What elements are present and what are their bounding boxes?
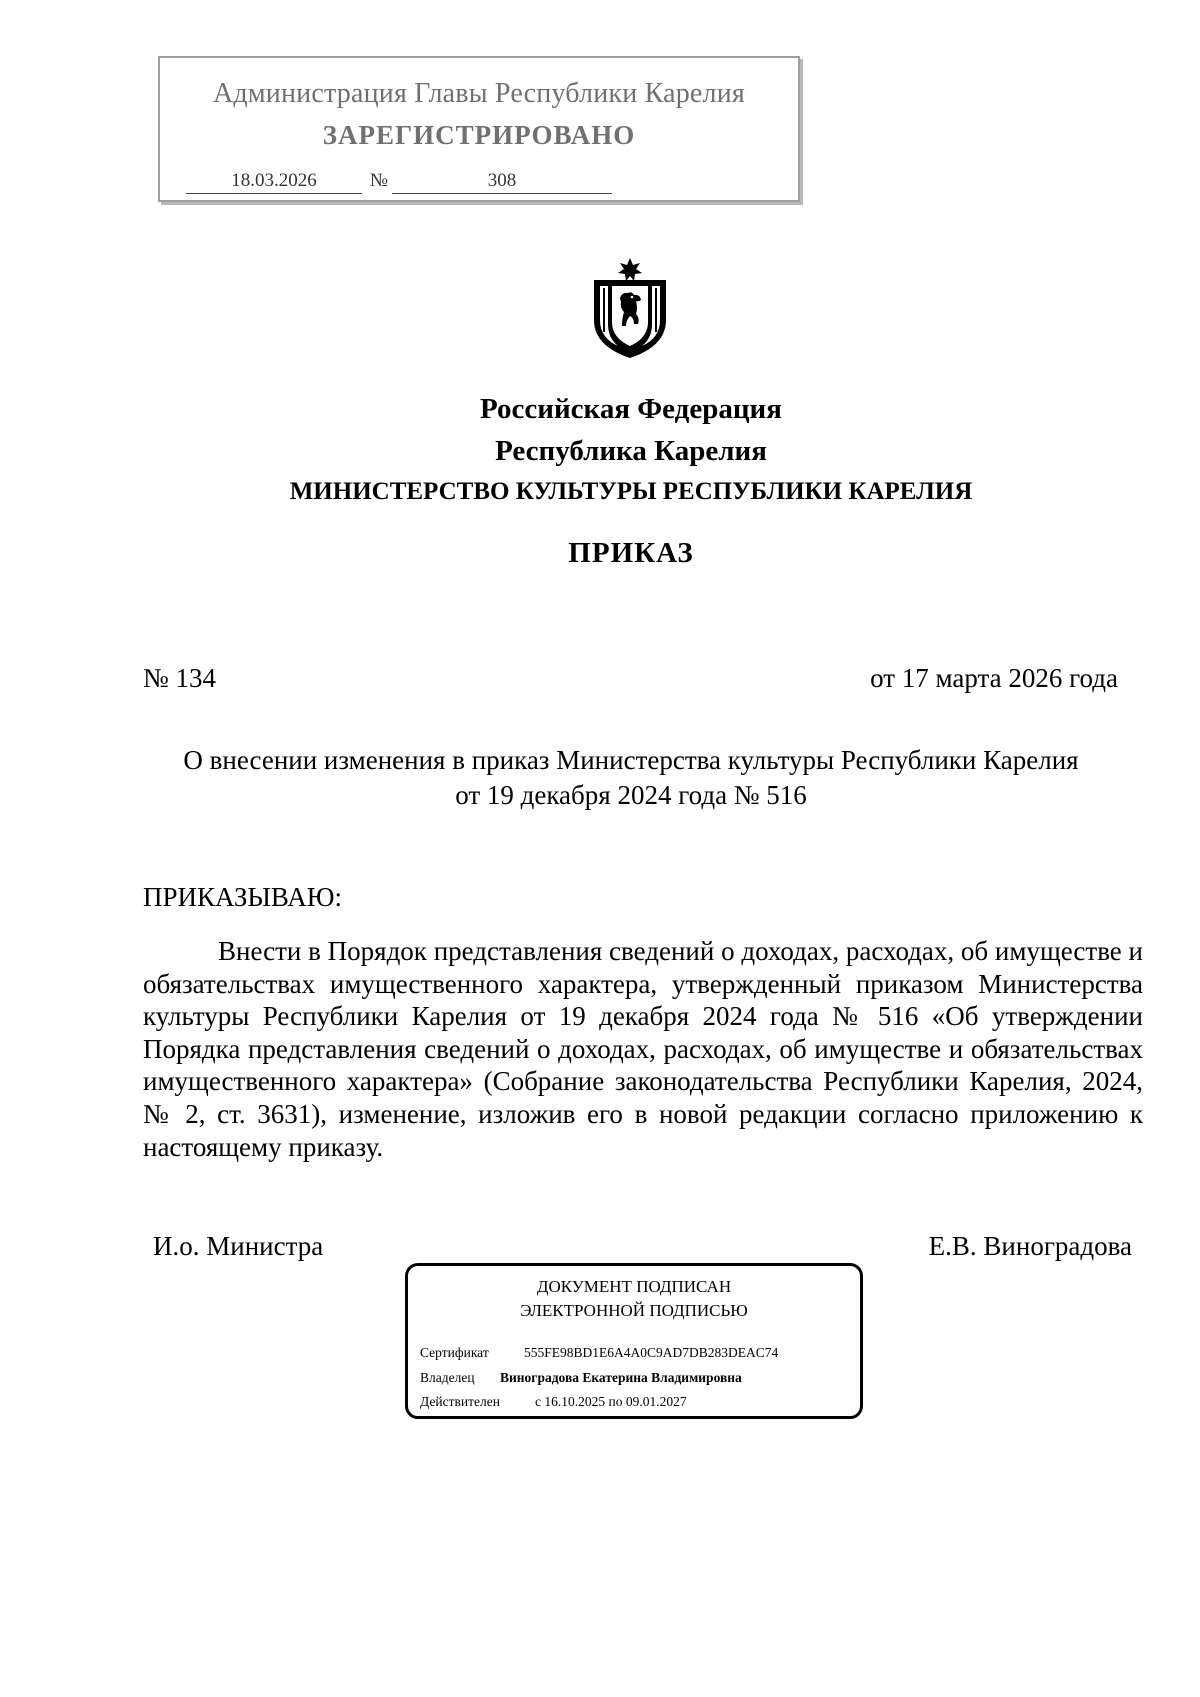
header-ministry: МИНИСТЕРСТВО КУЛЬТУРЫ РЕСПУБЛИКИ КАРЕЛИЯ xyxy=(289,478,973,505)
registration-authority: Администрация Главы Республики Карелия xyxy=(213,78,745,109)
order-date: от 17 марта 2026 года xyxy=(870,663,1118,693)
esign-validity-value: с 16.10.2025 по 09.01.2027 xyxy=(535,1394,687,1409)
registration-number: 308 xyxy=(392,170,612,194)
esign-certificate-value: 555FE98BD1E6A4A0C9AD7DB283DEAC74 xyxy=(524,1345,779,1360)
order-title-line2: от 19 декабря 2024 года № 516 xyxy=(455,780,807,810)
esign-heading-1: ДОКУМЕНТ ПОДПИСАН xyxy=(536,1277,732,1296)
esign-validity-label: Действителен xyxy=(420,1394,500,1409)
karelia-coat-of-arms-icon xyxy=(588,258,672,360)
esign-validity-row xyxy=(420,1394,687,1410)
registration-date: 18.03.2026 xyxy=(186,170,362,194)
document-type: ПРИКАЗ xyxy=(568,537,694,569)
electronic-signature-stamp xyxy=(405,1263,863,1419)
esign-owner-value: Виноградова Екатерина Владимировна xyxy=(500,1370,742,1385)
order-body: Внести в Порядок представления сведений о доходах, расходах, об имуществе и обязательствах имущественного характера, утвержденный приказом Министерства культуры Республики Карелия от 19 декабря 2024 года № 516 «Об утверждении Порядка представления сведений о доходах, расходах, об имуществе и обязательствах имущественного характера» (Собрание законодательства Республики Карелия, 2024, № 2, ст. 3631), изменение, изложив его в новой редакции согласно приложению к настоящему приказу. xyxy=(143,936,1143,1162)
order-title-line1: О внесении изменения в приказ Министерства культуры Республики Карелия xyxy=(183,745,1079,775)
header-country: Российская Федерация xyxy=(480,393,782,425)
order-number: № 134 xyxy=(143,663,217,693)
registration-number-sign: № xyxy=(369,170,389,191)
esign-certificate-row xyxy=(420,1345,778,1361)
order-directive: ПРИКАЗЫВАЮ: xyxy=(143,882,342,912)
esign-owner-row xyxy=(420,1370,742,1386)
signatory-name: Е.В. Виноградова xyxy=(928,1231,1132,1261)
signatory-position: И.о. Министра xyxy=(153,1231,324,1261)
esign-certificate-label: Сертификат xyxy=(420,1345,489,1360)
esign-owner-label: Владелец xyxy=(420,1370,475,1385)
registration-stamp xyxy=(158,56,800,202)
header-republic: Республика Карелия xyxy=(495,435,767,467)
registration-status: ЗАРЕГИСТРИРОВАНО xyxy=(322,120,636,150)
esign-heading-2: ЭЛЕКТРОННОЙ ПОДПИСЬЮ xyxy=(520,1301,748,1320)
